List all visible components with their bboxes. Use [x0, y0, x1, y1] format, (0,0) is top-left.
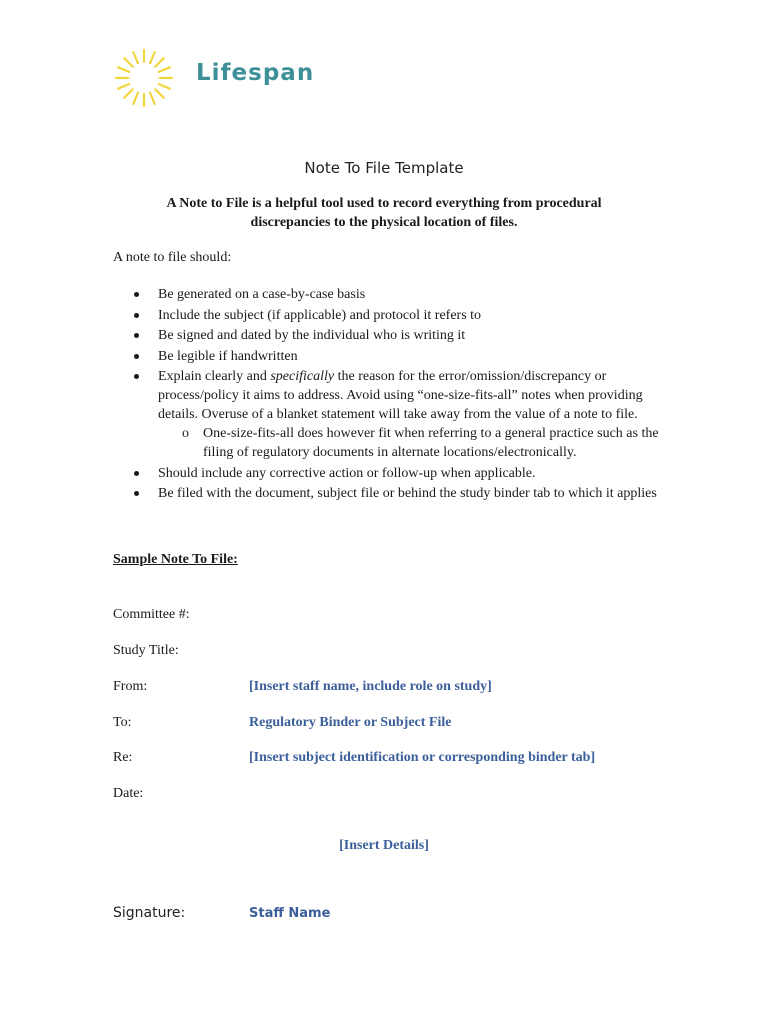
- lead-text: A note to file should:: [113, 250, 232, 265]
- date-label: Date:: [113, 786, 144, 801]
- from-label: From:: [113, 679, 148, 694]
- study-title-label: Study Title:: [113, 643, 179, 658]
- bullet-icon: [134, 374, 139, 379]
- bullet-icon: [134, 491, 139, 496]
- list-item: Be signed and dated by the individual who is writing it: [113, 326, 673, 345]
- intro-text: A Note to File is a helpful tool used to record everything from procedural discrepancies to the physical location of files.: [166, 196, 602, 230]
- sub-list-item: o One-size-fits-all does however fit when referring to a general practice such as the filing of regulatory documents in alternate locations/electronically.: [182, 426, 659, 460]
- bullet-icon: [134, 292, 139, 297]
- list-item: Explain clearly and specifically the reason for the error/omission/discrepancy or process/policy it aims to address. Avoid using “one-size-fits-all” notes when providing details. Overuse of a blanket statement will take away from the value of a note to file. o One-size-fits-all does however fit when referring to a general practice such as the filing of regulatory documents in alternate locations/electronically.: [113, 367, 673, 462]
- committee-label: Committee #:: [113, 607, 190, 622]
- re-value: [Insert subject identification or corresponding binder tab]: [249, 750, 596, 765]
- signature-value: Staff Name: [249, 906, 331, 921]
- sub-bullet-icon: o: [182, 426, 189, 441]
- sun-icon: [112, 46, 176, 110]
- bullet-icon: [134, 313, 139, 318]
- bullet-icon: [134, 471, 139, 476]
- bullet-icon: [134, 354, 139, 359]
- sample-heading: Sample Note To File:: [113, 552, 238, 567]
- list-item: Include the subject (if applicable) and protocol it refers to: [113, 306, 673, 325]
- list-item: Be legible if handwritten: [113, 347, 673, 366]
- list-item: Be generated on a case-by-case basis: [113, 285, 673, 304]
- guidelines-list: [113, 285, 673, 505]
- from-value: [Insert staff name, include role on study]: [249, 679, 492, 694]
- to-label: To:: [113, 715, 132, 730]
- signature-label: Signature:: [113, 905, 186, 921]
- list-item: Should include any corrective action or follow-up when applicable.: [113, 464, 673, 483]
- brand-name: Lifespan: [196, 60, 315, 86]
- bullet-icon: [134, 333, 139, 338]
- to-value: Regulatory Binder or Subject File: [249, 715, 452, 730]
- details-placeholder: [Insert Details]: [339, 838, 429, 853]
- list-item: Be filed with the document, subject file or behind the study binder tab to which it applies: [113, 484, 673, 503]
- re-label: Re:: [113, 750, 133, 765]
- page-title: Note To File Template: [304, 159, 464, 177]
